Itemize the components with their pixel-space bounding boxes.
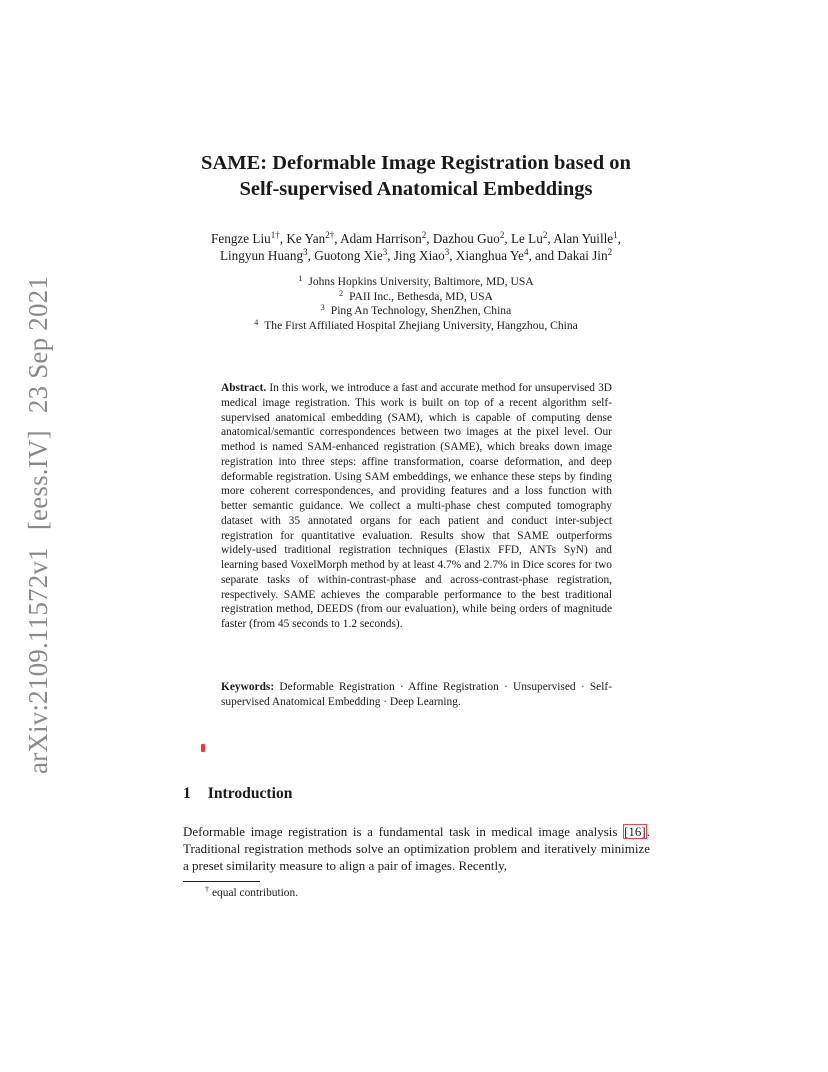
author-sup: 2†: [325, 230, 335, 240]
annotation-marker[interactable]: [201, 744, 205, 752]
author-name: Le Lu: [510, 231, 543, 246]
author-name: Dakai Jin: [557, 248, 608, 263]
affiliation: [150, 290, 682, 305]
affiliation-text: Ping An Technology, ShenZhen, China: [330, 304, 512, 318]
section-title: Introduction: [207, 785, 293, 802]
title-line-1: SAME: Deformable Image Registration based on: [201, 152, 631, 174]
abstract: [221, 381, 612, 632]
affiliation: [150, 275, 682, 290]
author-name: Fengze Liu: [211, 231, 271, 246]
intro-paragraph: [183, 823, 650, 874]
section-number: 1: [183, 785, 191, 802]
author-sup: 1†: [270, 230, 280, 240]
arxiv-side-label: [22, 254, 54, 774]
author-sup: 3: [444, 247, 450, 257]
author-list: Fengze Liu$^{1\dagger}$, Ke Yan$^{2\dagger}$, Adam Harrison$^2$, Dazhou Guo$^2$, Le Lu$^2$, Alan Yuille$^1$, Lingyun Huang$^3$, Guotong Xie$^3$, Jing Xiao$^3$, Xianghua Ye$^4$, and Dakai Jin$^2$: [211, 230, 621, 263]
affiliation: [150, 319, 682, 334]
author-sup: 3: [382, 247, 388, 257]
affiliation-number: 4: [254, 317, 259, 327]
author-name: Alan Yuille: [553, 231, 614, 246]
author-name: Ke Yan: [286, 231, 326, 246]
intro-text-before: Deformable image registration is a fundamental task in medical image analysis: [183, 824, 624, 839]
affiliation-number: 2: [339, 288, 344, 298]
keywords: [221, 680, 612, 710]
keywords-text: Deformable Registration · Affine Registration · Unsupervised · Self-supervised Anatomical Embedding · Deep Learning.: [221, 681, 612, 708]
author-name: Lingyun Huang: [219, 248, 304, 263]
affiliation-list: [150, 275, 682, 333]
author-name: Guotong Xie: [314, 248, 383, 263]
author-sup: 2: [542, 230, 548, 240]
author-sup: 3: [303, 247, 308, 257]
author-sup: 2: [607, 247, 613, 257]
intro-text-after: . Traditional registration methods solve an optimization problem and iteratively minimize a preset similarity measure to align a pair of images. Recently,: [183, 824, 650, 873]
author-name: Xianghua Ye: [455, 248, 524, 263]
affiliation: [150, 304, 682, 319]
footnote: [205, 886, 298, 900]
abstract-label: Abstract.: [221, 382, 267, 394]
affiliation-text: PAII Inc., Bethesda, MD, USA: [349, 289, 493, 303]
footnote-text: equal contribution.: [212, 887, 299, 899]
author-sup: 1: [613, 230, 618, 240]
affiliation-text: Johns Hopkins University, Baltimore, MD, USA: [308, 275, 534, 288]
affiliation-number: 3: [320, 303, 325, 313]
paper-title: [150, 150, 682, 202]
footnote-mark: †: [205, 885, 209, 894]
affiliation-number: 1: [298, 274, 303, 283]
keywords-label: Keywords:: [221, 681, 275, 693]
author-name: Jing Xiao: [393, 248, 445, 263]
citation-link[interactable]: [16]: [624, 824, 646, 839]
author-name: Adam Harrison: [340, 231, 422, 246]
section-heading: [183, 784, 292, 804]
author-sup: 2: [499, 230, 505, 240]
abstract-text: In this work, we introduce a fast and accurate method for unsupervised 3D medical image registration. This work is built on top of a recent algorithm self-supervised anatomical embedding (SAM), which is capable of computing dense anatomical/semantic correspondences between two images at the pixel level. Our method is named SAM-enhanced registration (SAME), which breaks down image registration into three steps: affine transformation, coarse deformation, and deep deformable registration. Using SAM embeddings, we enhance these steps by finding more coherent correspondences, and providing features and a loss function with better semantic guidance. We collect a multi-phase chest computed tomography dataset with 35 annotated organs for each patient and conduct inter-subject registration for quantitative evaluation. Results show that SAME outperforms widely-used traditional registration techniques (Elastix FFD, ANTs SyN) and learning based VoxelMorph method by at least 4.7% and 2.7% in Dice scores for two separate tasks of within-contrast-phase and across-contrast-phase registration, respectively. SAME achieves the comparable performance to the best traditional registration method, DEEDS (from our evaluation), while being orders of magnitude faster (from 45 seconds to 1.2 seconds).: [221, 382, 612, 630]
arxiv-date: 23 Sep 2021: [23, 275, 53, 414]
affiliation-text: The First Affiliated Hospital Zhejiang University, Hangzhou, China: [264, 318, 578, 332]
author-name: Dazhou Guo: [432, 231, 500, 246]
arxiv-category: [eess.IV]: [23, 430, 53, 531]
title-line-2: Self-supervised Anatomical Embeddings: [239, 178, 593, 200]
arxiv-id[interactable]: arXiv:2109.11572v1: [23, 547, 53, 774]
author-sup: 2: [421, 230, 427, 240]
footnote-rule: [183, 881, 260, 882]
author-sup: 4: [523, 247, 529, 257]
